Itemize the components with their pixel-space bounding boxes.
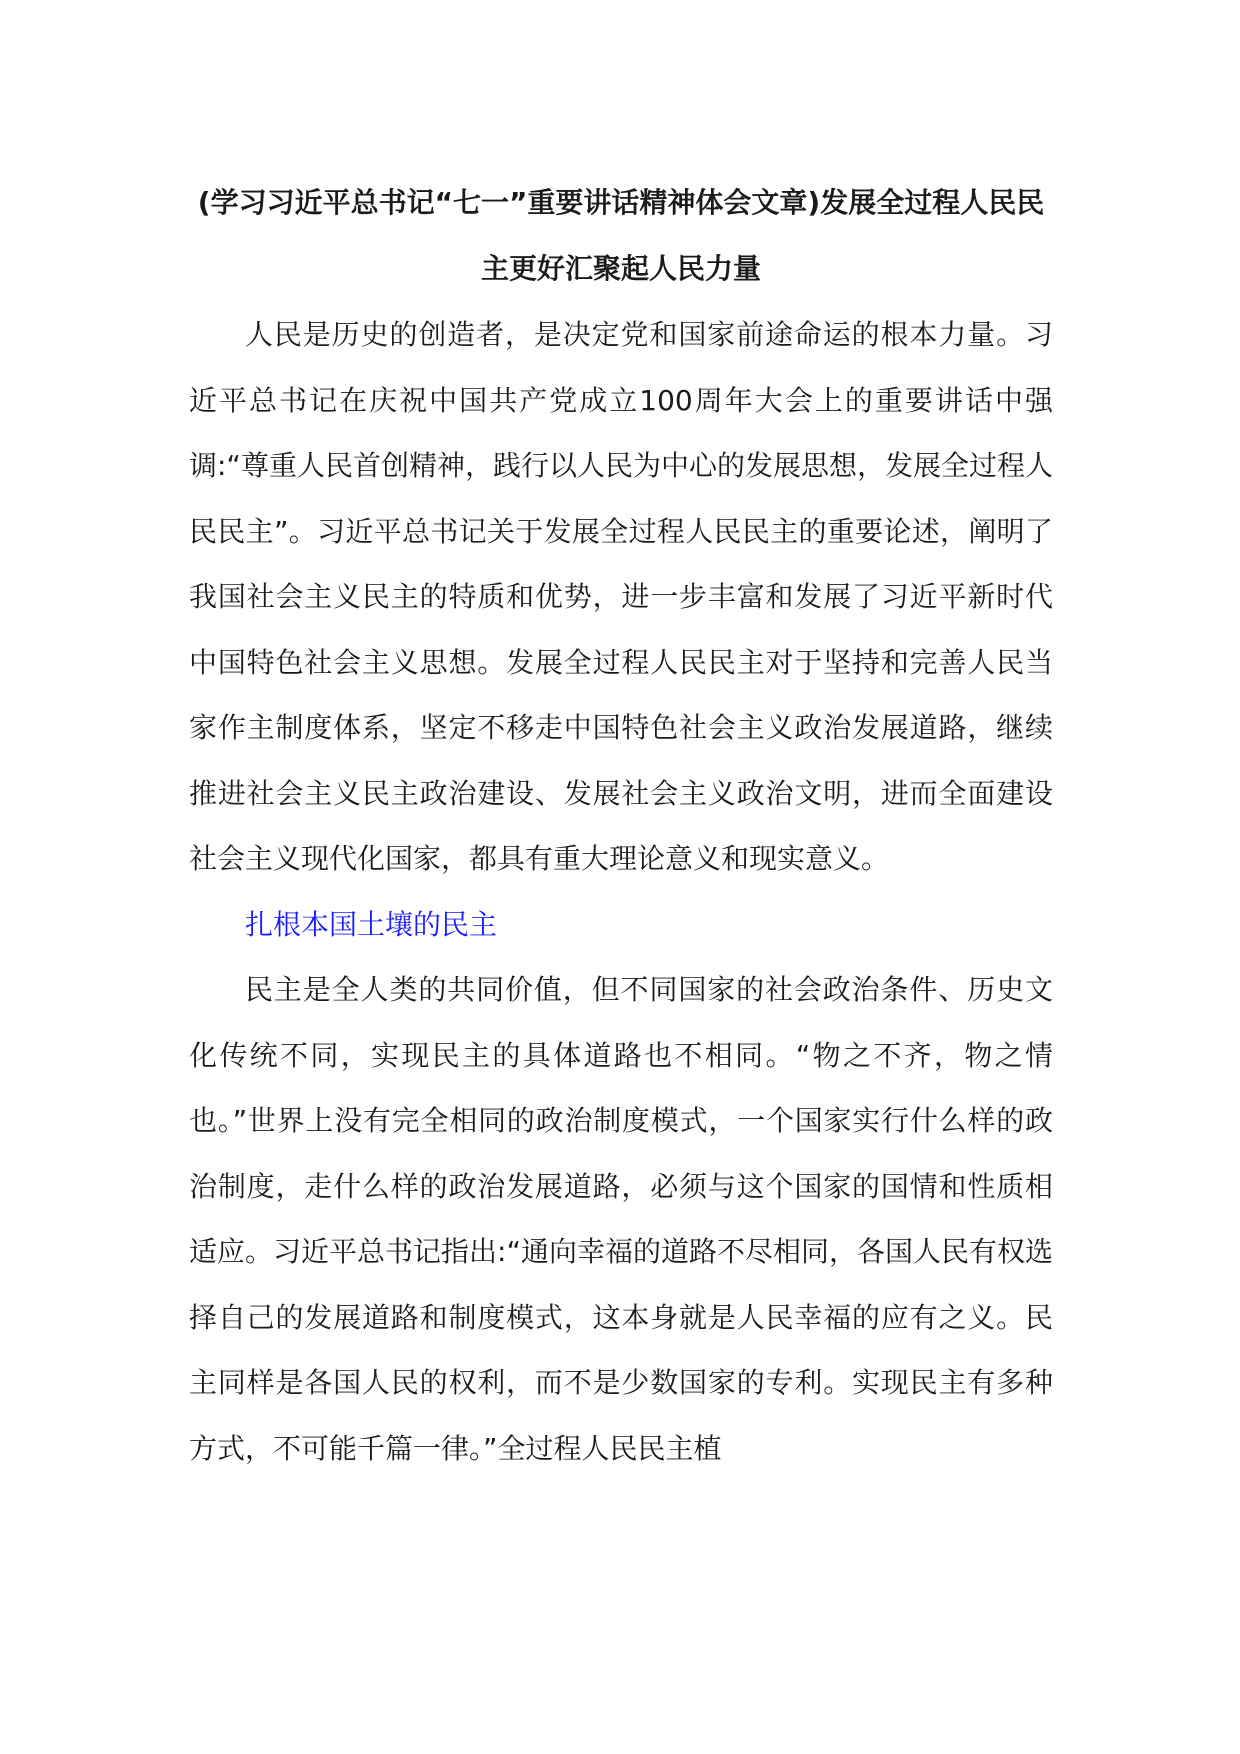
document-title: (学习习近平总书记“七一”重要讲话精神体会文章)发展全过程人民民主更好汇聚起人民力量 [197, 186, 1045, 285]
section-heading: 扎根本国土壤的民主 [245, 907, 498, 941]
intro-paragraph: 人民是历史的创造者，是决定党和国家前途命运的根本力量。习近平总书记在庆祝中国共产党成立100周年大会上的重要讲话中强调:“尊重人民首创精神，践行以人民为中心的发展思想，发展全过程人民民主”。习近平总书记关于发展全过程人民民主的重要论述，阐明了我国社会主义民主的特质和优势，进一步丰富和发展了习近平新时代中国特色社会主义思想。发展全过程人民民主对于坚持和完善人民当家作主制度体系，坚定不移走中国特色社会主义政治发展道路，继续推进社会主义民主政治建设、发展社会主义政治文明，进而全面建设社会主义现代化国家，都具有重大理论意义和现实意义。 [189, 318, 1053, 875]
section-paragraph: 民主是全人类的共同价值，但不同国家的社会政治条件、历史文化传统不同，实现民主的具体道路也不相同。“物之不齐，物之情也。”世界上没有完全相同的政治制度模式，一个国家实行什么样的政治制度，走什么样的政治发展道路，必须与这个国家的国情和性质相适应。习近平总书记指出:“通向幸福的道路不尽相同，各国人民有权选择自己的发展道路和制度模式，这本身就是人民幸福的应有之义。民主同样是各国人民的权利，而不是少数国家的专利。实现民主有多种方式，不可能千篇一律。”全过程人民民主植 [189, 973, 1053, 1465]
document-body [189, 170, 1053, 1481]
